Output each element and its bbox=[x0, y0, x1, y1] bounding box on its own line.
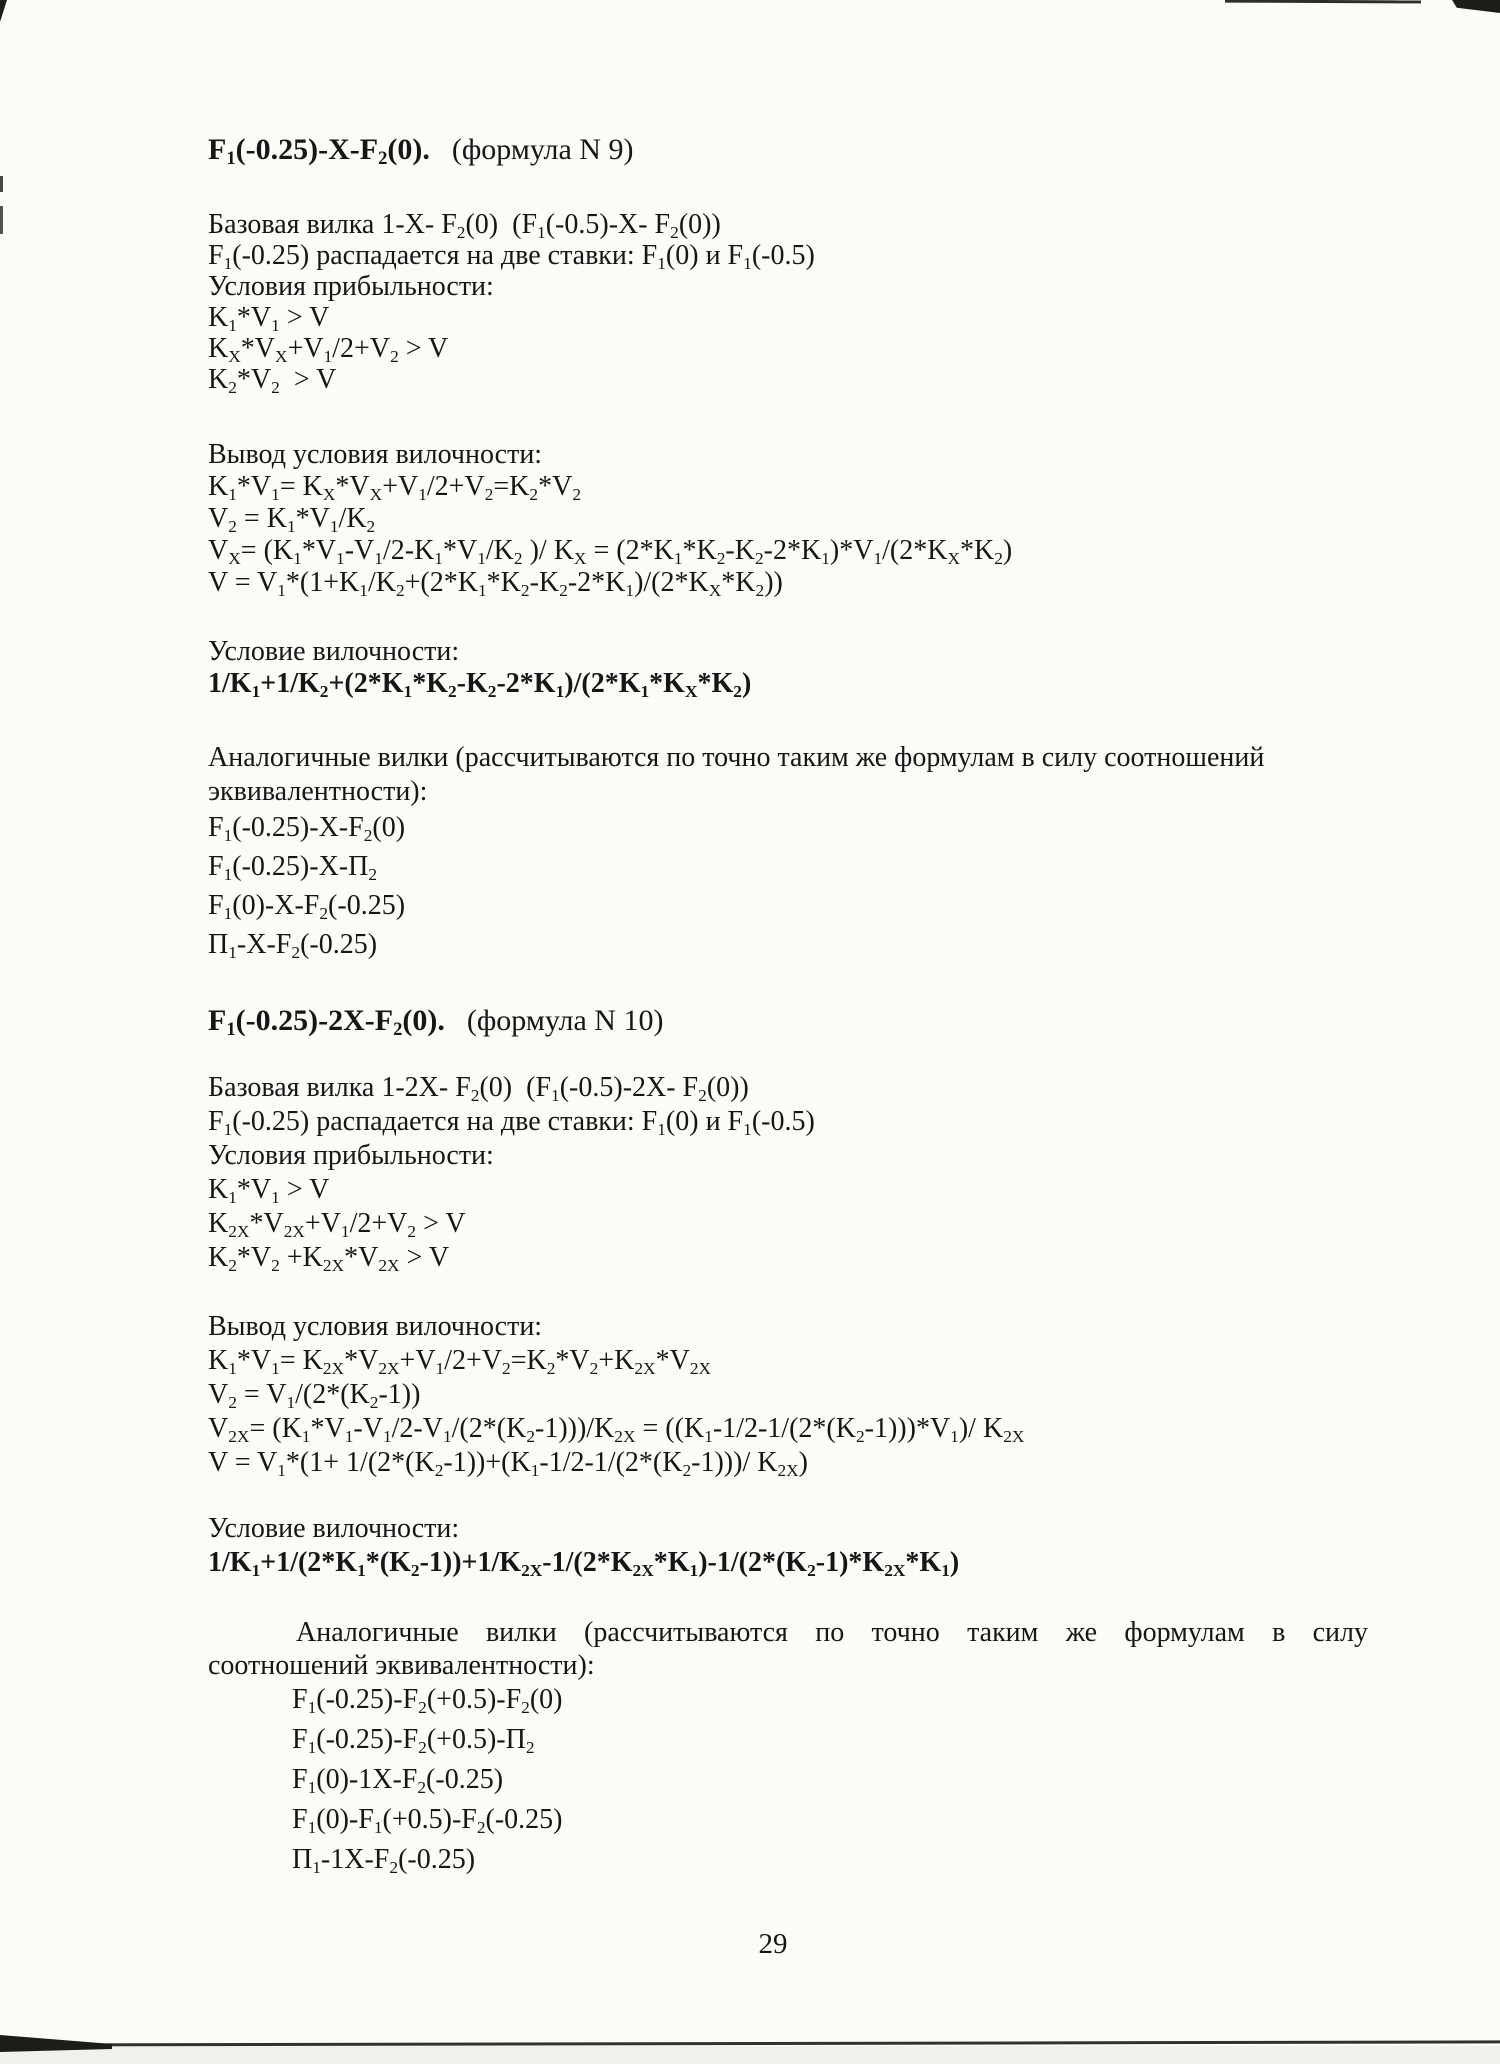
text-line: $V_X= (K_1*V_1-V_1/2-K_1*V_1/K_2$ )/ $K_X = (2*K_1*K_2-K_2-2*K_1)*V_1/(2*K_X*K_2)$ bbox=[208, 535, 1013, 568]
formula10-derivation bbox=[208, 1310, 1024, 1480]
text-line: $V = V_1*(1+ 1/(2*(K_2-1))+(K_1-1/2-1/(2*(K_2-1)))/$ $K_{2X}$) bbox=[208, 1447, 808, 1480]
scan-artifact-top-line bbox=[1225, 0, 1421, 3]
scan-artifact-left-mark bbox=[0, 206, 3, 234]
fork-item: $F_1(-0.25)-X-П_2$ bbox=[208, 851, 378, 884]
text-line: $K_1*V_1= K_X*V_X+V_1/2+V_2=K_2*V_2$ bbox=[208, 471, 581, 504]
scan-artifact-left-wedge bbox=[0, 0, 7, 22]
formula9-title: $F_1(-0.25)-X-F_2(0)$. bbox=[208, 133, 430, 170]
fork-item: $F_1(0)-F_1(+0.5)-F_2(-0.25)$ bbox=[292, 1804, 563, 1837]
text-line: Условия прибыльности: bbox=[208, 271, 494, 302]
text-line: $V = V_1*(1+K_1/K_2+(2*K_1*K_2-K_2-2*K_1)/(2*K_X*K_2))$ bbox=[208, 567, 783, 600]
text-line: $K_X*V_X+V_1/2+V_2 > V$ bbox=[208, 333, 449, 366]
text-line: Условие вилочности: bbox=[208, 1513, 460, 1544]
fork-item: $F_1(-0.25)-F_2(+0.5)-F_2(0)$ bbox=[292, 1684, 563, 1717]
fork-item: $П_1-1X-F_2(-0.25)$ bbox=[292, 1844, 476, 1877]
scan-artifact-bottom-strip bbox=[0, 2046, 1500, 2064]
text-line: $V_2 = V_1/(2*(K_2-1))$ bbox=[208, 1379, 421, 1412]
formula10-condition-formula: $1/K_1+1/(2*K_1*(K_2-1))+1/K_{2X}-1/(2*K_{2X}*K_1)-1/(2*(K_2-1)*K_{2X}*K_1)$ bbox=[208, 1547, 960, 1580]
text-line: $F_1(-0.25)$ распадается на две ставки: $F_1(0)$ и $F_1(-0.5)$ bbox=[208, 1106, 815, 1139]
text-line: $V_2 = K_1*V_1/K_2$ bbox=[208, 503, 376, 536]
formula10-note: (формула N 10) bbox=[466, 1004, 664, 1037]
formula10-condition bbox=[208, 1512, 959, 1580]
formula9-derivation bbox=[208, 439, 1012, 599]
formula9-similar-forks bbox=[208, 808, 405, 964]
fork-item: $F_1(0)-X-F_2(-0.25)$ bbox=[208, 890, 406, 923]
scan-artifact-top-corner bbox=[1452, 0, 1500, 13]
text-line: эквивалентности): bbox=[208, 776, 428, 807]
scan-artifact-bottom-wedge bbox=[0, 2032, 112, 2052]
text-line: Условия прибыльности: bbox=[208, 1140, 494, 1171]
formula9-intro bbox=[208, 209, 815, 395]
text-line: Аналогичные вилки (рассчитываются по точно таким же формулам в силу соотношений bbox=[208, 742, 1265, 773]
formula10-title: $F_1(-0.25)-2X-F_2(0)$. bbox=[208, 1004, 445, 1041]
text-line: $V_{2X}= (K_1*V_1-V_1/2-V_1/(2*(K_2-1)))/K_{2X} = ((K_1-1/2-1/(2*(K_2-1)))*V_1)/$ $K_{2X}$ bbox=[208, 1413, 1025, 1446]
formula9-condition bbox=[208, 636, 751, 700]
page-number: 29 bbox=[758, 1928, 788, 1960]
scan-artifact-left-mark bbox=[0, 176, 3, 192]
text-line: $K_1*V_1= K_{2X}*V_{2X}+V_1/2+V_2=K_2*V_2+K_{2X}*V_{2X}$ bbox=[208, 1345, 712, 1378]
text-line: Базовая вилка 1-2X- $F_2(0)$ ($F_1(-0.5)-2X-$ $F_2(0)$) bbox=[208, 1072, 749, 1105]
text-line: Вывод условия вилочности: bbox=[208, 439, 543, 470]
text-line: $F_1(-0.25)$ распадается на две ставки: $F_1(0)$ и $F_1(-0.5)$ bbox=[208, 240, 815, 273]
text-line: $K_2*V_2 > V$ bbox=[208, 364, 337, 397]
formula10-similar-intro bbox=[208, 1616, 1368, 1682]
formula9-note: (формула N 9) bbox=[451, 133, 634, 166]
formula10-heading bbox=[208, 1000, 663, 1042]
text-line: $K_1*V_1 > V$ bbox=[208, 1174, 330, 1207]
formula10-similar-forks bbox=[292, 1680, 563, 1880]
text-line: $K_1*V_1 > V$ bbox=[208, 302, 330, 335]
text-line: $K_{2X}*V_{2X}+V_1/2+V_2 > V$ bbox=[208, 1208, 466, 1241]
fork-item: $F_1(-0.25)-X-F_2(0)$ bbox=[208, 812, 406, 845]
formula9-condition-formula: $1/K_1+1/K_2+(2*K_1*K_2-K_2-2*K_1)/(2*K_1*K_X*K_2)$ bbox=[208, 668, 752, 701]
text-line: Вывод условия вилочности: bbox=[208, 1311, 543, 1342]
text-line: Аналогичные вилки (рассчитываются по точно таким же формулам в силу bbox=[296, 1617, 1368, 1648]
fork-item: $F_1(0)-1X-F_2(-0.25)$ bbox=[292, 1764, 504, 1797]
text-line: Условие вилочности: bbox=[208, 636, 460, 667]
fork-item: $П_1-X-F_2(-0.25)$ bbox=[208, 929, 378, 962]
formula9-similar-intro bbox=[208, 741, 1264, 809]
formula9-heading bbox=[208, 129, 633, 171]
formula10-intro bbox=[208, 1071, 815, 1275]
text-line: соотношений эквивалентности): bbox=[208, 1650, 595, 1681]
text-line: $K_2*V_2 +K_{2X}*V_{2X} > V$ bbox=[208, 1242, 450, 1275]
fork-item: $F_1(-0.25)-F_2(+0.5)-П_2$ bbox=[292, 1724, 535, 1757]
text-line: Базовая вилка 1-X- $F_2(0)$ ($F_1(-0.5)-X-$ $F_2(0)$) bbox=[208, 209, 721, 242]
